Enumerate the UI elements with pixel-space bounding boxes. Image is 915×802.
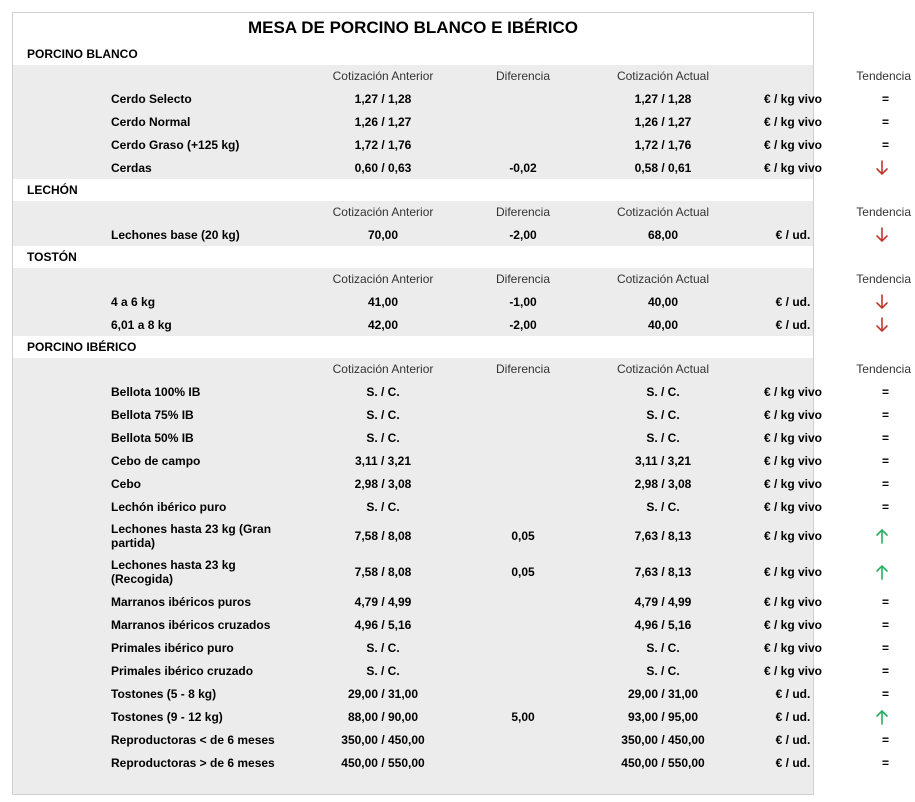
row-prev-price: 0,60 / 0,63 (354, 160, 412, 175)
row-trend (833, 87, 915, 110)
row-difference (473, 87, 573, 110)
header-curr: Cotización Actual (616, 205, 710, 219)
row-trend (833, 613, 915, 636)
row-trend (833, 751, 915, 774)
section-title: PORCINO BLANCO (13, 43, 813, 65)
row-unit: € / kg vivo (763, 617, 823, 632)
row-prev-price: 70,00 (367, 227, 399, 242)
trend-equal: = (881, 384, 889, 399)
row-trend (833, 156, 915, 179)
row-name: 6,01 a 8 kg (111, 317, 172, 332)
row-difference (473, 403, 573, 426)
row-curr-price: S. / C. (646, 407, 680, 422)
table-row (13, 290, 915, 313)
row-curr-price: 4,79 / 4,99 (634, 594, 692, 609)
row-name: Primales ibérico puro (111, 640, 234, 655)
row-trend (833, 313, 915, 336)
row-prev-price: 1,26 / 1,27 (354, 114, 412, 129)
table-row (13, 518, 915, 554)
row-difference (473, 495, 573, 518)
row-prev-price: S. / C. (366, 499, 400, 514)
header-unit-spacer (753, 201, 833, 223)
section-table (13, 65, 915, 179)
row-trend (833, 403, 915, 426)
row-difference (473, 426, 573, 449)
table-row (13, 472, 915, 495)
row-unit: € / kg vivo (763, 384, 823, 399)
header-trend: Tendencia (856, 69, 911, 83)
row-prev-price: 2,98 / 3,08 (354, 476, 412, 491)
row-curr-price: 1,72 / 1,76 (634, 137, 692, 152)
row-difference: 0,05 (511, 565, 535, 579)
trend-equal: = (881, 499, 889, 514)
table-row (13, 682, 915, 705)
row-difference (473, 682, 573, 705)
row-trend (833, 682, 915, 705)
header-spacer (13, 268, 293, 290)
table-row (13, 110, 915, 133)
header-diff: Diferencia (495, 362, 551, 376)
header-diff: Diferencia (495, 272, 551, 286)
table-row (13, 728, 915, 751)
row-name: Bellota 100% IB (111, 384, 201, 399)
row-trend (833, 659, 915, 682)
table-row (13, 403, 915, 426)
row-difference (473, 472, 573, 495)
row-difference (473, 110, 573, 133)
row-unit: € / kg vivo (763, 565, 823, 579)
table-row (13, 380, 915, 403)
row-trend (833, 426, 915, 449)
row-name: Cebo de campo (111, 453, 201, 468)
row-unit: € / kg vivo (763, 114, 823, 129)
row-trend (833, 705, 915, 728)
table-row (13, 705, 915, 728)
table-row (13, 495, 915, 518)
header-curr: Cotización Actual (616, 272, 710, 286)
row-name: Lechones hasta 23 kg (Gran partida) (111, 522, 272, 550)
row-unit: € / kg vivo (763, 476, 823, 491)
row-unit: € / ud. (775, 227, 811, 242)
row-curr-price: S. / C. (646, 430, 680, 445)
table-row (13, 613, 915, 636)
arrow-down-icon (875, 317, 889, 333)
header-unit-spacer (753, 268, 833, 290)
row-prev-price: 7,58 / 8,08 (354, 565, 412, 579)
row-name: Marranos ibéricos cruzados (111, 617, 271, 632)
header-prev: Cotización Anterior (332, 69, 434, 83)
trend-equal: = (881, 453, 889, 468)
row-name: Cerdo Graso (+125 kg) (111, 137, 240, 152)
row-name: Cerdo Selecto (111, 91, 192, 106)
row-curr-price: S. / C. (646, 384, 680, 399)
row-trend (833, 590, 915, 613)
row-name: Reproductoras < de 6 meses (111, 732, 275, 747)
table-row (13, 554, 915, 590)
row-prev-price: S. / C. (366, 640, 400, 655)
header-trend: Tendencia (856, 362, 911, 376)
row-difference (473, 751, 573, 774)
row-trend (833, 223, 915, 246)
row-prev-price: 350,00 / 450,00 (341, 732, 425, 747)
section-title: TOSTÓN (13, 246, 813, 268)
price-board (12, 12, 911, 795)
row-prev-price: 29,00 / 31,00 (347, 686, 419, 701)
row-unit: € / kg vivo (763, 499, 823, 514)
row-prev-price: 4,96 / 5,16 (354, 617, 412, 632)
row-trend (833, 449, 915, 472)
row-curr-price: 68,00 (647, 227, 679, 242)
row-prev-price: S. / C. (366, 430, 400, 445)
row-unit: € / kg vivo (763, 594, 823, 609)
row-prev-price: 42,00 (367, 317, 399, 332)
trend-equal: = (881, 617, 889, 632)
row-trend (833, 495, 915, 518)
row-difference (473, 659, 573, 682)
arrow-down-icon (875, 160, 889, 176)
row-unit: € / kg vivo (763, 137, 823, 152)
section-table (13, 268, 915, 336)
row-unit: € / ud. (775, 709, 811, 724)
row-curr-price: 7,63 / 8,13 (634, 565, 692, 579)
row-curr-price: S. / C. (646, 640, 680, 655)
trend-equal: = (881, 430, 889, 445)
table-row (13, 313, 915, 336)
trend-equal: = (881, 476, 889, 491)
row-curr-price: 0,58 / 0,61 (634, 160, 692, 175)
row-prev-price: 3,11 / 3,21 (354, 453, 412, 468)
table-header-row (13, 358, 915, 380)
header-trend: Tendencia (856, 205, 911, 219)
row-curr-price: 93,00 / 95,00 (627, 709, 699, 724)
header-trend: Tendencia (856, 272, 911, 286)
arrow-down-icon (875, 227, 889, 243)
row-prev-price: S. / C. (366, 384, 400, 399)
row-name: Reproductoras > de 6 meses (111, 755, 275, 770)
row-curr-price: 3,11 / 3,21 (634, 453, 692, 468)
trend-equal: = (881, 137, 889, 152)
row-unit: € / kg vivo (763, 430, 823, 445)
table-row (13, 449, 915, 472)
row-unit: € / kg vivo (763, 640, 823, 655)
row-prev-price: 1,27 / 1,28 (354, 91, 412, 106)
section-table (13, 201, 915, 246)
row-prev-price: 4,79 / 4,99 (354, 594, 412, 609)
row-trend (833, 728, 915, 751)
trend-equal: = (881, 594, 889, 609)
trend-equal: = (881, 407, 889, 422)
row-difference: -2,00 (509, 317, 537, 332)
row-unit: € / kg vivo (763, 663, 823, 678)
row-curr-price: 4,96 / 5,16 (634, 617, 692, 632)
row-curr-price: 40,00 (647, 317, 679, 332)
row-trend (833, 554, 915, 590)
row-difference (473, 613, 573, 636)
table-header-row (13, 268, 915, 290)
row-curr-price: 2,98 / 3,08 (634, 476, 692, 491)
row-curr-price: 7,63 / 8,13 (634, 529, 692, 543)
row-unit: € / ud. (775, 755, 811, 770)
row-unit: € / ud. (775, 294, 811, 309)
trend-equal: = (881, 663, 889, 678)
row-difference: -1,00 (509, 294, 537, 309)
trend-equal: = (881, 755, 889, 770)
row-curr-price: 1,26 / 1,27 (634, 114, 692, 129)
row-name: Lechones hasta 23 kg (Recogida) (111, 558, 236, 586)
row-difference: 0,05 (511, 529, 535, 543)
row-curr-price: S. / C. (646, 663, 680, 678)
row-prev-price: 88,00 / 90,00 (347, 709, 419, 724)
header-spacer (13, 201, 293, 223)
page-title: MESA DE PORCINO BLANCO E IBÉRICO (13, 13, 813, 43)
table-row (13, 133, 915, 156)
row-difference: -0,02 (509, 160, 537, 175)
arrow-up-icon (875, 709, 889, 725)
header-spacer (13, 358, 293, 380)
arrow-up-icon (875, 528, 889, 544)
header-unit-spacer (753, 358, 833, 380)
row-name: Cebo (111, 476, 141, 491)
row-prev-price: 450,00 / 550,00 (341, 755, 425, 770)
section-table (13, 358, 915, 774)
row-name: Bellota 75% IB (111, 407, 194, 422)
row-unit: € / kg vivo (763, 453, 823, 468)
row-difference: -2,00 (509, 227, 537, 242)
row-prev-price: 7,58 / 8,08 (354, 529, 412, 543)
row-difference (473, 728, 573, 751)
arrow-up-icon (875, 564, 889, 580)
row-trend (833, 636, 915, 659)
row-curr-price: S. / C. (646, 499, 680, 514)
row-difference (473, 590, 573, 613)
row-difference (473, 636, 573, 659)
row-difference (473, 133, 573, 156)
table-row (13, 751, 915, 774)
header-spacer (13, 65, 293, 87)
row-difference: 5,00 (511, 709, 535, 724)
arrow-down-icon (875, 294, 889, 310)
row-prev-price: S. / C. (366, 407, 400, 422)
row-name: Marranos ibéricos puros (111, 594, 252, 609)
row-unit: € / ud. (775, 317, 811, 332)
header-prev: Cotización Anterior (332, 205, 434, 219)
trend-equal: = (881, 640, 889, 655)
table-header-row (13, 201, 915, 223)
header-prev: Cotización Anterior (332, 272, 434, 286)
table-row (13, 590, 915, 613)
row-name: Primales ibérico cruzado (111, 663, 254, 678)
row-unit: € / kg vivo (763, 160, 823, 175)
section-title: PORCINO IBÉRICO (13, 336, 813, 358)
table-row (13, 659, 915, 682)
section-title: LECHÓN (13, 179, 813, 201)
sections-container (13, 43, 911, 774)
row-trend (833, 133, 915, 156)
row-unit: € / ud. (775, 686, 811, 701)
table-row (13, 636, 915, 659)
table-row (13, 426, 915, 449)
row-name: 4 a 6 kg (111, 294, 156, 309)
row-curr-price: 350,00 / 450,00 (621, 732, 705, 747)
row-trend (833, 518, 915, 554)
row-name: Cerdo Normal (111, 114, 191, 129)
row-curr-price: 40,00 (647, 294, 679, 309)
table-row (13, 223, 915, 246)
row-name: Cerdas (111, 160, 152, 175)
table-row (13, 156, 915, 179)
trend-equal: = (881, 686, 889, 701)
row-unit: € / kg vivo (763, 91, 823, 106)
row-trend (833, 472, 915, 495)
row-unit: € / kg vivo (763, 407, 823, 422)
row-name: Tostones (5 - 8 kg) (111, 686, 217, 701)
row-trend (833, 110, 915, 133)
header-prev: Cotización Anterior (332, 362, 434, 376)
row-difference (473, 380, 573, 403)
trend-equal: = (881, 91, 889, 106)
row-curr-price: 450,00 / 550,00 (621, 755, 705, 770)
row-unit: € / ud. (775, 732, 811, 747)
header-curr: Cotización Actual (616, 362, 710, 376)
header-curr: Cotización Actual (616, 69, 710, 83)
row-curr-price: 1,27 / 1,28 (634, 91, 692, 106)
header-diff: Diferencia (495, 205, 551, 219)
row-prev-price: 1,72 / 1,76 (354, 137, 412, 152)
row-prev-price: S. / C. (366, 663, 400, 678)
row-curr-price: 29,00 / 31,00 (627, 686, 699, 701)
row-trend (833, 380, 915, 403)
row-trend (833, 290, 915, 313)
header-unit-spacer (753, 65, 833, 87)
table-header-row (13, 65, 915, 87)
trend-equal: = (881, 114, 889, 129)
trend-equal: = (881, 732, 889, 747)
row-name: Lechones base (20 kg) (111, 227, 240, 242)
row-name: Lechón ibérico puro (111, 499, 227, 514)
table-row (13, 87, 915, 110)
row-unit: € / kg vivo (763, 529, 823, 543)
header-diff: Diferencia (495, 69, 551, 83)
row-difference (473, 449, 573, 472)
row-name: Bellota 50% IB (111, 430, 194, 445)
row-name: Tostones (9 - 12 kg) (111, 709, 223, 724)
row-prev-price: 41,00 (367, 294, 399, 309)
